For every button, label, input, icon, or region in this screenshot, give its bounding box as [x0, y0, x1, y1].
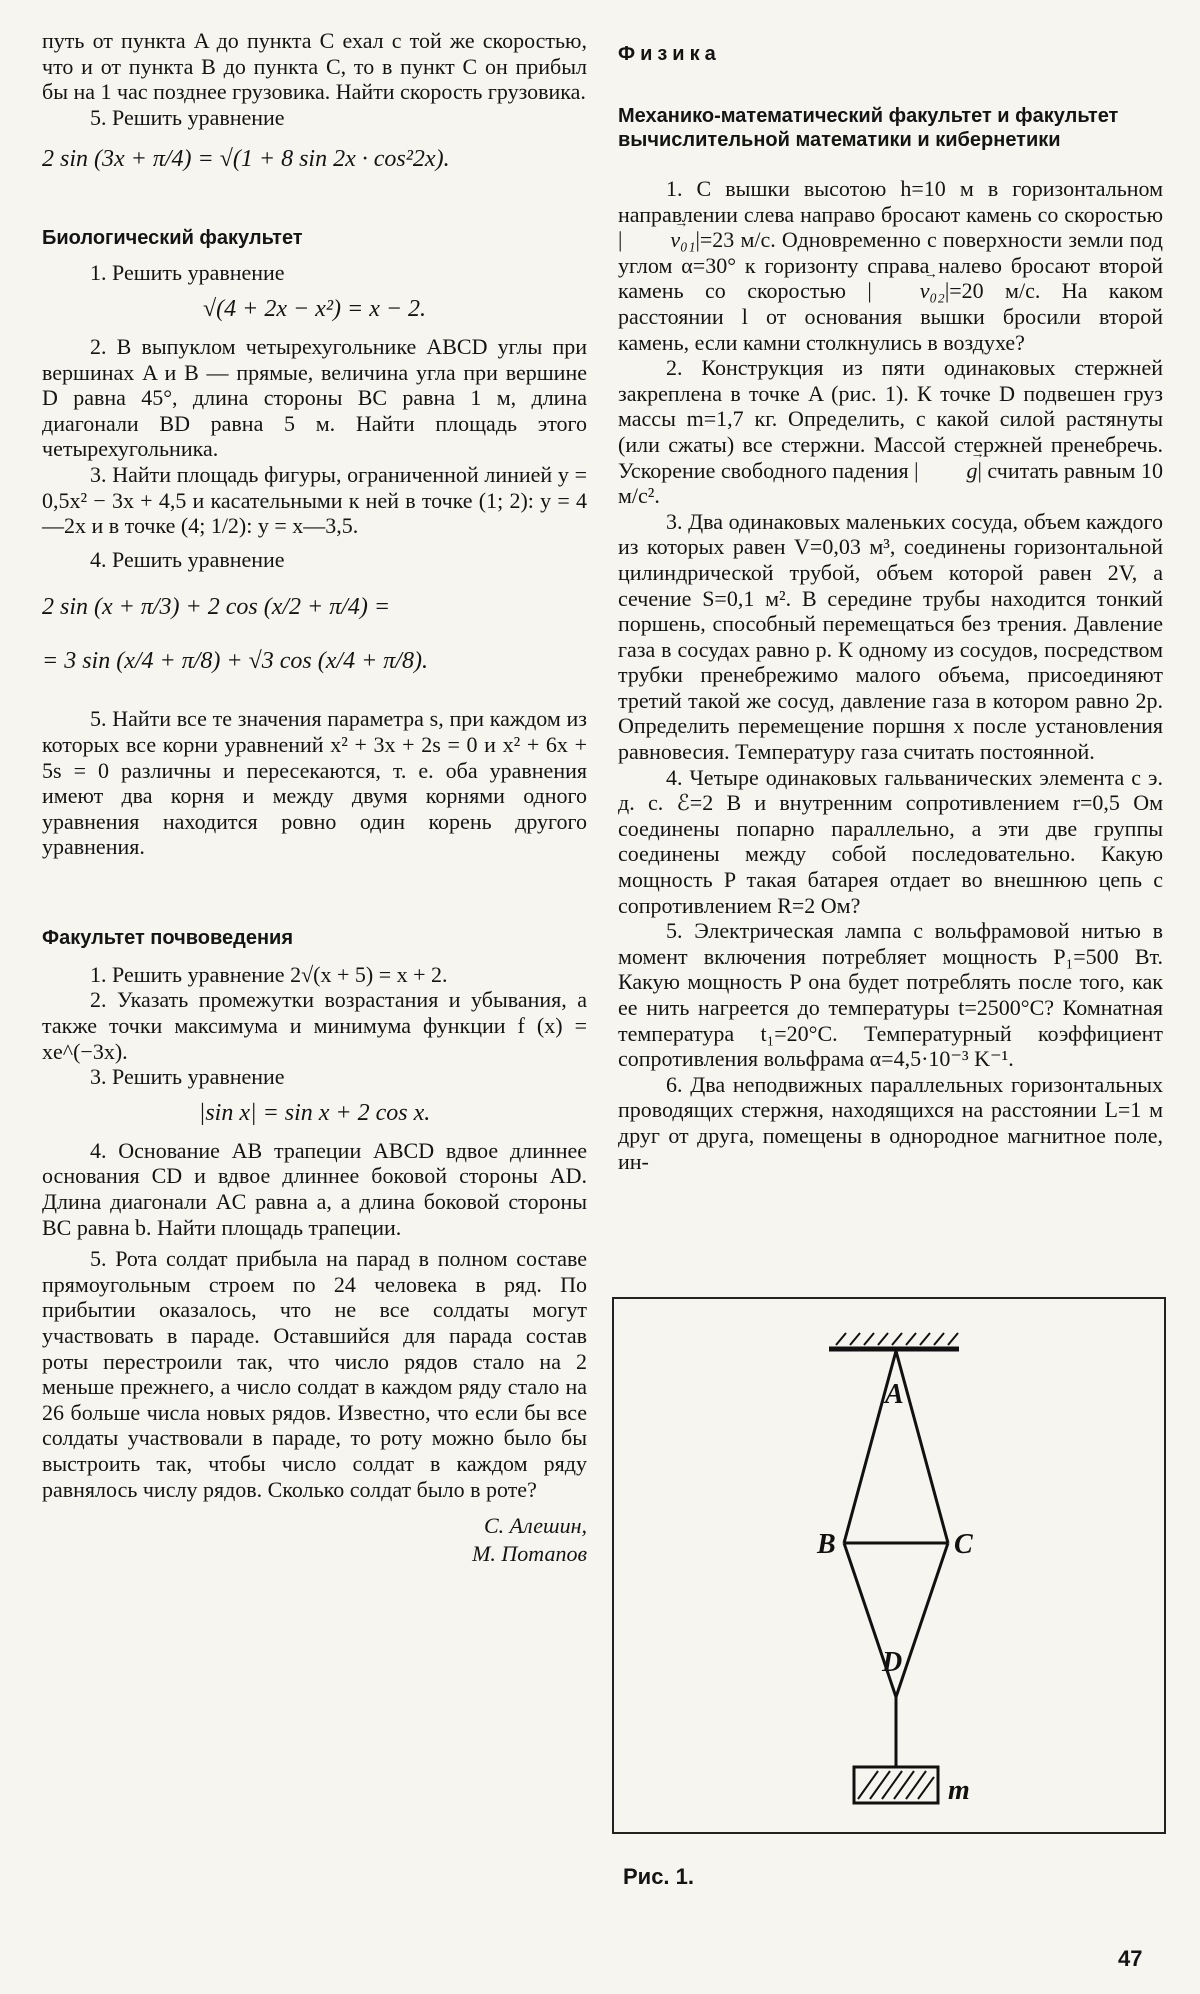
biology-heading: Биологический факультет	[42, 227, 303, 250]
physics-problem-3: 3. Два одинаковых маленьких сосуда, объем каждого из которых равен V=0,03 м³, соединены горизонтальной цилиндрической трубой, объем которой равен 2V, а сечение S=0,1 м². В середине трубы находится тонкий поршень, способный перемещаться без трения. Давление газа в сосудах равно p. К одному из сосудов, посредством трубки пренебрежимо малого объема, присоединяют третий такой же сосуд, давление газа в котором равно 2p. Определить перемещение поршня x после установления равновесия. Температуру газа считать постоянной.	[618, 508, 1163, 765]
physics-problem-1: 1. С вышки высотою h=10 м в горизонтальном направлении слева направо бросают камень со скоростью |→ v₀₁|=23 м/с. Одновременно с поверхности земли под углом α=30° к горизонту справа налево бросают второй камень со скоростью |→ v₀₂|=20 м/с. На каком расстоянии l от основания вышки бросили второй камень, если камни столкнулись в воздухе?	[618, 176, 1163, 355]
figure-caption: Рис. 1.	[623, 1864, 695, 1889]
intro-problem-5: 5. Решить уравнение	[90, 104, 285, 130]
figure-frame	[612, 1297, 1166, 1834]
physics-problem-6: 6. Два неподвижных параллельных горизонтальных проводящих стержня, находящихся на расстоянии L=1 м друг от друга, помещены в однородное магнитное поле, ин-	[618, 1071, 1163, 1174]
soil-problem-2: 2. Указать промежутки возрастания и убывания, а также точки максимума и минимума функции f (x) = xe^(−3x).	[42, 987, 587, 1064]
left-column	[42, 28, 587, 1568]
soil-problem-4: 4. Основание AB трапеции ABCD вдвое длиннее основания CD и вдвое длиннее боковой стороны AD. Длина диагонали AC равна a, а длина боковой стороны BC равна b. Найти площадь трапеции.	[42, 1137, 587, 1240]
biology-formula-1: √(4 + 2x − x²) = x − 2.	[202, 295, 427, 322]
label-c: C	[954, 1529, 973, 1560]
label-a: A	[885, 1379, 904, 1410]
ceiling-hatching	[836, 1333, 958, 1345]
biology-formula-4b: = 3 sin (x/4 + π/8) + √3 cos (x/4 + π/8).	[42, 648, 428, 675]
vector-g: → g	[919, 458, 978, 484]
right-column	[618, 28, 1163, 1174]
soil-problem-1: 1. Решить уравнение 2√(x + 5) = x + 2.	[90, 961, 448, 987]
soil-formula-3: |sin x| = sin x + 2 cos x.	[198, 1099, 431, 1126]
soil-problem-3: 3. Решить уравнение	[90, 1064, 285, 1090]
label-b: B	[817, 1529, 836, 1560]
biology-problem-2: 2. В выпуклом четырехугольнике ABCD углы при вершинах A и B — прямые, величина угла при вершине D равна 45°, длина стороны BC равна 1 м, длина диагонали BD равна 5 м. Найти площадь этого четырехугольника.	[42, 333, 587, 462]
author-1: С. Алешин,	[483, 1513, 587, 1539]
vector-v02: → v₀₂	[872, 278, 945, 304]
intro-formula-5: 2 sin (3x + π/4) = √(1 + 8 sin 2x · cos²2x).	[42, 146, 450, 173]
physics-problem-4: 4. Четыре одинаковых гальванических элемента с э. д. с. ℰ=2 В и внутренним сопротивлением r=0,5 Ом соединены попарно параллельно, а эти две группы соединены между собой последовательно. Какую мощность P такая батарея отдает во внешнюю цепь с сопротивлением R=2 Ом?	[618, 764, 1163, 918]
author-2: М. Потапов	[472, 1541, 587, 1567]
intro-continuation: путь от пункта A до пункта C ехал с той же скоростью, что и от пункта B до пункта C, то в пункт C он прибыл бы на 1 час позднее грузовика. Найти скорость грузовика.	[42, 28, 587, 105]
page-number: 47	[1118, 1946, 1143, 1971]
biology-problem-1: 1. Решить уравнение	[90, 260, 285, 286]
physics-section-title: Физика	[618, 43, 721, 65]
biology-problem-3: 3. Найти площадь фигуры, ограниченной линией y = 0,5x² − 3x + 4,5 и касательными к ней в точке (1; 2): y = 4—2x и в точке (4; 1/2): y = x—3,5.	[42, 461, 587, 539]
vector-v01: → v₀₁	[622, 227, 695, 253]
label-d: D	[882, 1647, 903, 1678]
biology-formula-4a: 2 sin (x + π/3) + 2 cos (x/2 + π/4) =	[42, 594, 391, 621]
biology-problem-4: 4. Решить уравнение	[90, 546, 285, 572]
label-m: m	[948, 1775, 970, 1806]
rod-c-d	[896, 1543, 948, 1697]
soil-heading: Факультет почвоведения	[42, 926, 293, 949]
truss-diagram	[614, 1299, 1164, 1832]
soil-problem-5: 5. Рота солдат прибыла на парад в полном составе прямоугольным строем по 24 человека в ряд. По прибытии оказалось, что не все солдаты могут участвовать в параде. Оставшийся для парада состав роты перестроили так, что число рядов стало на 2 меньше прежнего, а число солдат в каждом ряду стало на 26 больше числа новых рядов. Известно, что если бы все солдаты участвовали в параде, то роту можно было бы выстроить так, чтобы число солдат в каждом ряду равнялось числу рядов. Сколько солдат было в роте?	[42, 1246, 587, 1502]
physics-problem-2: 2. Конструкция из пяти одинаковых стержней закреплена в точке A (рис. 1). К точке D подвешен груз массы m=1,7 кг. Определить, с какой силой растянуты (или сжаты) все стержни. Массой стержней пренебречь. Ускорение свободного падения |→ g| считать равным 10 м/с².	[618, 355, 1163, 509]
rod-a-c	[896, 1351, 948, 1543]
faculty-heading: Механико-математический факультет и факультет вычислительной математики и кибернетики	[618, 105, 1119, 151]
physics-problem-5: 5. Электрическая лампа с вольфрамовой нитью в момент включения потребляет мощность P₁=500 Вт. Какую мощность P она будет потреблять после того, как ее нить нагреется до температуры t=2500°C? Комнатная температура t₁=20°C. Температурный коэффициент сопротивления вольфрама α=4,5·10⁻³ K⁻¹.	[618, 918, 1163, 1072]
biology-problem-5: 5. Найти все те значения параметра s, при каждом из которых все корни уравнений x² + 3x + 2s = 0 и x² + 6x + 5s = 0 различны и пересекаются, т. е. оба уравнения имеют два корня и между двумя корнями одного уравнения находится ровно один корень другого уравнения.	[42, 706, 587, 860]
